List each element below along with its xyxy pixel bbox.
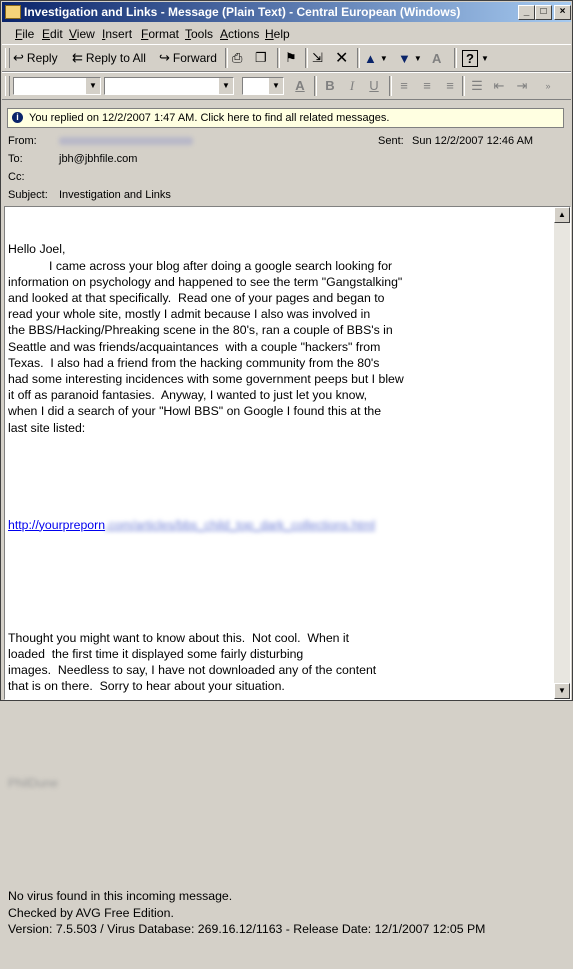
close-button[interactable]: × [554,5,571,20]
chevron-down-icon: ▼ [219,78,233,94]
from-label: From: [8,135,37,147]
help-button[interactable] [462,49,489,67]
toolbar-separator [314,76,317,96]
reply-all-label: Reply to All [85,51,146,65]
toolbar-separator [357,48,360,68]
delete-x-icon: ✕ [335,50,349,67]
menu-help[interactable]: Help [265,27,290,41]
minimize-button[interactable]: _ [518,5,535,20]
toolbar-grip[interactable] [5,76,10,96]
forward-icon: ↪ [159,50,170,65]
flag-icon: ⚑ [285,50,297,65]
toolbar-separator [454,48,457,68]
reply-icon: ↩ [13,50,24,65]
copy-button[interactable] [255,49,270,67]
toolbar-grip[interactable] [5,48,10,68]
align-center-icon[interactable]: ≡ [423,78,431,93]
scroll-up-icon[interactable]: ▲ [554,207,570,223]
to-value[interactable]: jbh@jbhfile.com [59,153,138,165]
menu-edit[interactable]: Edit [42,27,63,41]
font-color-icon[interactable]: A [295,78,305,93]
menu-bar [2,24,571,42]
toolbar-separator [277,48,280,68]
chevron-down-icon: ▼ [379,53,388,63]
subject-value: Investigation and Links [59,189,171,201]
previous-item-button[interactable] [364,49,388,67]
message-text[interactable] [8,209,548,969]
redacted-sender [59,137,193,145]
move-to-folder-button[interactable] [312,49,326,67]
cc-label: Cc: [8,171,25,183]
maximize-button[interactable]: □ [535,5,552,20]
info-bar-text: You replied on 12/2/2007 1:47 AM. Click here to find all related messages. [29,112,390,124]
chevron-down-icon: ▼ [86,78,100,94]
menu-tools[interactable]: Tools [185,27,214,41]
underline-button[interactable]: U [369,78,379,93]
forward-button[interactable] [159,49,217,67]
message-body[interactable] [4,206,571,936]
menu-file[interactable]: File [15,27,35,41]
move-to-folder-icon: ⇲ [312,50,323,65]
reply-button[interactable] [13,49,58,67]
menu-view[interactable]: View [69,27,95,41]
title-bar[interactable] [2,2,571,22]
from-value-blurred [59,135,193,147]
chevron-down-icon: ▼ [413,53,422,63]
forward-label: Forward [172,51,217,65]
style-select[interactable] [13,77,101,95]
chevron-down-icon: ▼ [269,78,283,94]
sent-label: Sent: [378,135,404,147]
increase-indent-icon[interactable]: ⇥ [516,78,528,93]
help-icon: ? [462,50,478,67]
toolbar-separator [389,76,392,96]
print-button[interactable] [232,49,245,67]
flag-button[interactable] [285,49,300,67]
to-label: To: [8,153,23,165]
decrease-indent-icon[interactable]: ⇤ [493,78,505,93]
printer-icon: ⎙ [232,50,243,65]
sent-value: Sun 12/2/2007 12:46 AM [412,135,534,147]
message-paragraph: Thought you might want to know about this. Not cool. When it loaded the first time it displayed some fairly disturbing images. Needless to say, I have not downloaded any of the content that is on there. Sorry to hear about your situation. [8,630,377,694]
down-arrow-icon: ▼ [398,50,411,66]
reply-all-button[interactable] [72,49,146,67]
chevron-down-icon: ▼ [480,53,489,63]
info-bar[interactable] [7,108,564,128]
font-size-select[interactable] [242,77,284,95]
copy-icon: ❐ [255,50,267,65]
delete-button[interactable] [335,49,351,67]
align-left-icon[interactable]: ≡ [400,78,408,93]
italic-button[interactable]: I [349,78,355,93]
reply-label: Reply [26,51,58,65]
font-size-icon: A [432,50,442,66]
signature-redacted: PhilDune [8,776,58,791]
vertical-scrollbar[interactable] [554,207,570,699]
toolbar-separator [225,48,228,68]
message-link[interactable]: http://yourpreporn [8,517,106,532]
antivirus-footer: No virus found in this incoming message. Checked by AVG Free Edition. Version: 7.5.503 / Virus Database: 269.16.12/1163 - Release Date: 12/1/2007 12:05 PM [8,889,486,936]
next-item-button[interactable] [398,49,422,67]
scroll-down-icon[interactable]: ▼ [554,683,570,699]
menu-format[interactable]: Format [141,27,180,41]
message-paragraph: Hello Joel, I came across your blog after doing a google search looking for information on psychology and happened to see the term "Gangstalking" and looked at that specifically. Read one of your pages and began to read your whole site, mostly I admit because I also was involved in the BBS/Hacking/Phreaking scene in the 80's, ran a couple of BBS's in Seattle and was friends/acquaintances with a couple "hackers" from Texas. I also had a friend from the hacking community from the 80's had some interesting incidences with some government peeps but I blew it off as paranoid fantasies. Anyway, I wanted to just let you know, when I did a search of your "Howl BBS" on Google I found this at the last site listed: [8,242,404,435]
subject-label: Subject: [8,189,48,201]
menu-actions[interactable]: Actions [220,27,260,41]
align-right-icon[interactable]: ≡ [446,78,454,93]
toolbar-options-icon[interactable]: » [545,81,551,91]
info-icon: i [12,112,23,123]
font-size-button[interactable] [432,49,444,67]
font-select[interactable] [104,77,234,95]
window-title: Investigation and Links - Message (Plain Text) - Central European (Windows) [24,5,461,19]
toolbar-separator [462,76,465,96]
bold-button[interactable]: B [325,78,335,93]
formatting-toolbar [2,72,571,100]
bullets-icon[interactable]: ☰ [471,78,483,93]
standard-toolbar [2,44,571,72]
message-link-redacted[interactable]: .com/articles/bbs_child_top_dark_collections.html [105,517,376,532]
envelope-icon [5,5,21,19]
menu-insert[interactable]: Insert [102,27,133,41]
toolbar-separator [305,48,308,68]
reply-all-icon: ⇇ [72,50,83,65]
up-arrow-icon: ▲ [364,50,377,66]
